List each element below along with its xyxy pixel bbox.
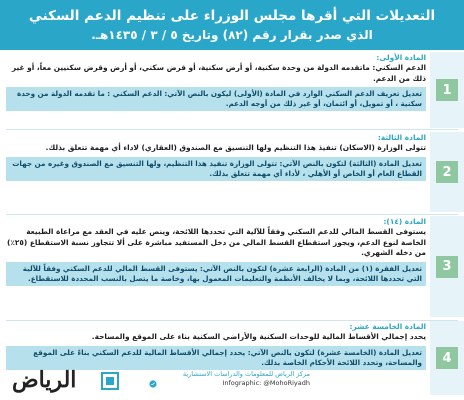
twitter-icon — [149, 380, 157, 388]
header-banner — [0, 0, 464, 50]
article-title: المادة (١٤): — [383, 217, 426, 226]
amendment-box: تعديل المادة (الثالثة) لتكون بالنص الآتي: تتولى الوزارة تنفيذ هذا التنظيم، ولها التنسيق مع الصندوق وغيره من جهات القطاع العام أو الخاص أو الأهلي ، لأداء أي مهمة تتعلق بذلك. — [6, 157, 426, 181]
article-body: يحدد إجمالي الأقساط المالية للوحدات السكنية والأراضي السكنية بناء على الموقع والمساحة. — [91, 332, 426, 341]
center-name: مركز الرياض للمعلومات والدراسات الاستشارية — [182, 370, 310, 378]
footer-credits — [140, 370, 310, 388]
section-number-badge: 1 — [436, 79, 458, 101]
riyadh-logo: الرياض — [12, 367, 77, 393]
article-body: تتولى الوزارة (الاسكان) تنفيذ هذا التنظيم ولها التنسيق مع الصندوق (العقاري) لاداء أي مهمة تتعلق بذلك. — [45, 143, 426, 152]
section-number-badge: 2 — [436, 161, 458, 183]
amendment-box: تعديل تعريف الدعم السكني الوارد في المادة (الأولى) ليكون بالنص الآتي: الدعم السكني : ما تقدمه الدولة من وحدة سكنية ، أو تمويل، أو ائتمان، أو غير ذلك من أوجه الدعم. — [6, 87, 426, 111]
page-title-line2: الذي صدر بقرار رقم (٨٢) وتاريخ ٥ / ٣ / ١٤٣٥هـ. — [91, 28, 373, 42]
section-text — [6, 132, 426, 181]
section-number-column — [430, 216, 464, 317]
article-body: يستوفى القسط المالي للدعم السكني وفقاً للآلية التي تحددها اللائحة، وينص عليه في العقد مع مراعاة الطبيعة الخاصة لنوع الدعم، ويجوز استقطاع القسط المالي من دخل المستفيد مباشرة على ألا تتجاوز نسبة الاستقطاع (٢٥٪) من دخله الشهري. — [6, 227, 426, 257]
article-section-3 — [0, 216, 464, 317]
article-title: المادة الأولى: — [376, 53, 426, 62]
footer — [0, 363, 464, 400]
article-section-2 — [0, 132, 464, 212]
section-number-badge: 4 — [436, 347, 458, 369]
article-body: الدعم السكني: ماتقدمه الدولة من وحدة سكنية، أو أرض سكنية، أو قرض سكني، أو أرض وقرض سكنيين معاً، أو غير ذلك من الدعم. — [11, 63, 426, 83]
section-text — [6, 216, 426, 286]
article-title: المادة الخامسة عشر: — [349, 322, 426, 331]
section-number-column — [430, 52, 464, 128]
page-title-line1: التعديلات التي أقرها مجلس الوزراء على تنظيم الدعم السكني — [28, 8, 436, 24]
section-text — [6, 52, 426, 111]
section-divider — [6, 214, 458, 215]
content-area — [0, 52, 464, 395]
amendment-box: تعديل الفقرة (١) من المادة (الرابعة عشرة) لتكون بالنص الآتي: يستوفى القسط المالي للدعم السكني وفقاً للآلية التي تحددها اللائحة، وبما لا يخالف الأنظمة والتعليمات المعمول بها، وخاصة ما يتصل بالنسب المحددة للاستقطاع. — [6, 262, 426, 286]
section-number-badge: 3 — [436, 256, 458, 278]
article-title: المادة الثالثة: — [377, 133, 426, 142]
infographic-handle[interactable]: Infographic: @MohoRiyadh — [222, 379, 310, 387]
amendment-box: تعديل المادة (الخامسة عشرة) لتكون بالنص الآتي: يحدد إجمالي الأقساط المالية للدعم السكني بناءً على الموقع والمساحة، وتحدد اللائحة الأحكام الخاصة بذلك. — [6, 346, 426, 370]
section-divider — [6, 129, 458, 130]
logo-mark-icon — [100, 371, 120, 391]
article-section-1 — [0, 52, 464, 128]
section-number-column — [430, 132, 464, 212]
